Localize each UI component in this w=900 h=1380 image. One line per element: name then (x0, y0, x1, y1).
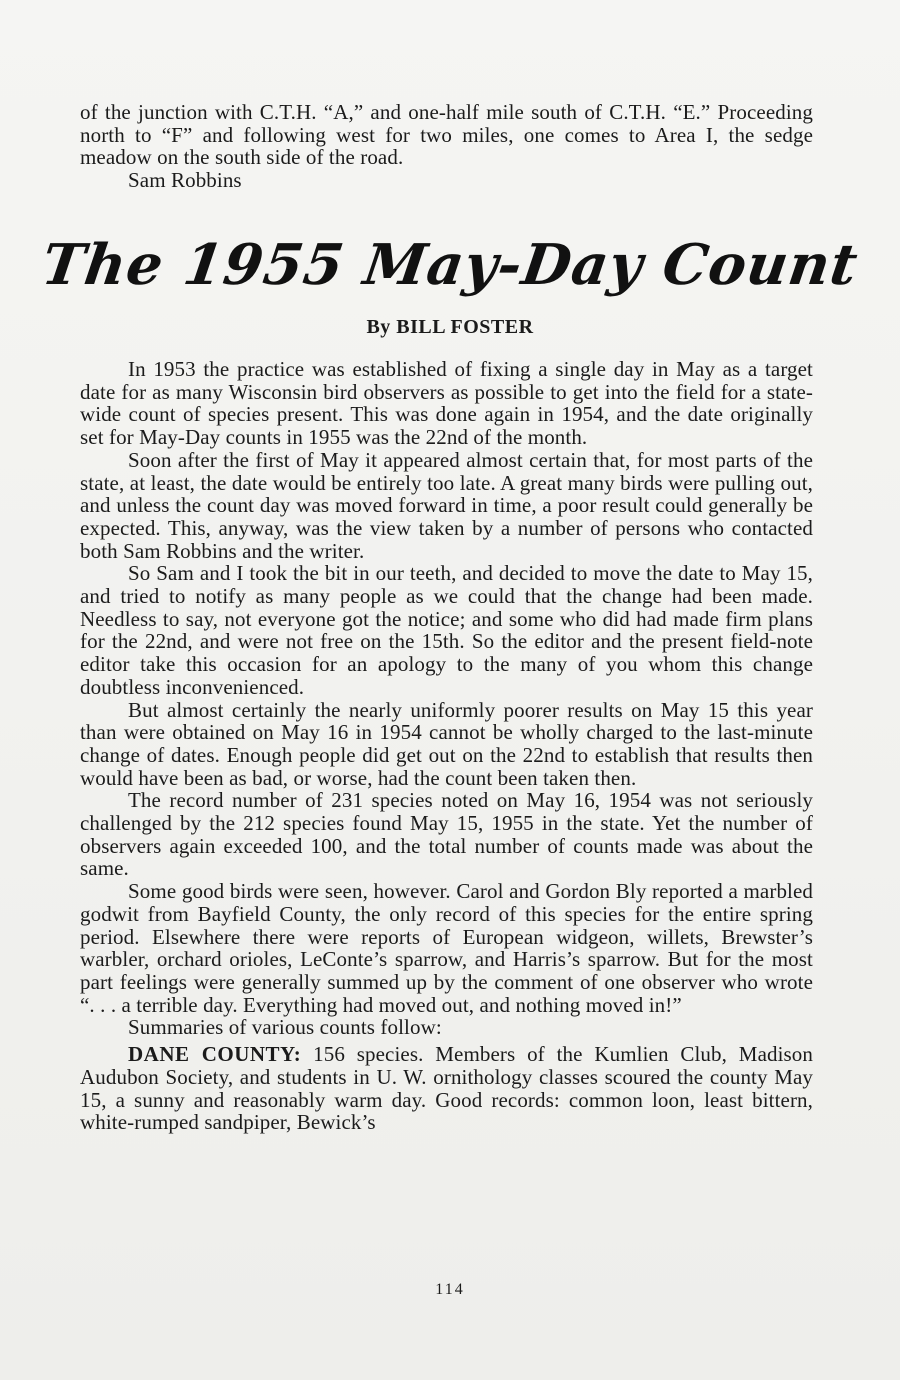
body-paragraph: Some good birds were seen, however. Carol and Gordon Bly reported a marbled godwit from Bayfield County, the only record of this species for the entire spring period. Elsewhere there were reports of European widgeon, willets, Brewster’s warbler, orchard orioles, LeConte’s sparrow, and Harris’s sparrow. But for the most part feelings were generally summed up by the comment of one observer who wrote “. . . a terrible day. Everything had moved out, and nothing moved in!” (80, 879, 813, 1017)
body-paragraph: Soon after the first of May it appeared almost certain that, for most parts of the state, at least, the date would be entirely too late. A great many birds were pulling out, and unless the count day was moved forward in time, a poor result could generally be expected. This, anyway, was the view taken by a number of persons who contacted both Sam Robbins and the writer. (80, 447, 813, 563)
author-signature: Sam Robbins (128, 168, 242, 193)
dane-county-summary (80, 1043, 813, 1134)
article-byline: By BILL FOSTER (366, 316, 534, 338)
county-label: DANE COUNTY: (128, 1042, 302, 1067)
body-paragraph: The record number of 231 species noted on May 16, 1954 was not seriously challenged by the 212 species found May 15, 1955 in the state. Yet the number of observers again exceeded 100, and the total number of counts made was about the same. (80, 788, 813, 881)
county-text: 156 species. Members of the Kumlien Club, Madison Audubon Society, and students in U. W. ornithology classes scoured the county May 15, a sunny and reasonably warm day. Good records: common loon, least bittern, white-rumped sandpiper, Bewick’s (80, 1042, 813, 1135)
continued-section (80, 101, 813, 192)
summaries-intro: Summaries of various counts follow: (128, 1015, 442, 1040)
article-title: The 1955 May-Day Count (37, 232, 863, 298)
continued-paragraph: of the junction with C.T.H. “A,” and one-half mile south of C.T.H. “E.” Proceeding north to “F” and following west for two miles, one comes to Area I, the sedge meadow on the south side of the road. (80, 100, 813, 170)
body-paragraph: In 1953 the practice was established of fixing a single day in May as a target date for as many Wisconsin bird observers as possible to get into the field for a state-wide count of species present. This was done again in 1954, and the date originally set for May-Day counts in 1955 was the 22nd of the month. (80, 357, 813, 450)
body-paragraph: So Sam and I took the bit in our teeth, and decided to move the date to May 15, and tried to notify as many people as we could that the change had been made. Needless to say, not everyone got the notice; and some who did had made firm plans for the 22nd, and were not free on the 15th. So the editor and the present field-note editor take this occasion for an apology to the many of you whom this change doubtless inconvenienced. (80, 561, 813, 699)
body-paragraph: But almost certainly the nearly uniformly poorer results on May 15 this year than were obtained on May 16 in 1954 cannot be wholly charged to the last-minute change of dates. Enough people did get out on the 22nd to establish that results then would have been as bad, or worse, had the count been taken then. (80, 697, 813, 790)
article-body (80, 358, 813, 1134)
page-number: 114 (435, 1281, 465, 1298)
